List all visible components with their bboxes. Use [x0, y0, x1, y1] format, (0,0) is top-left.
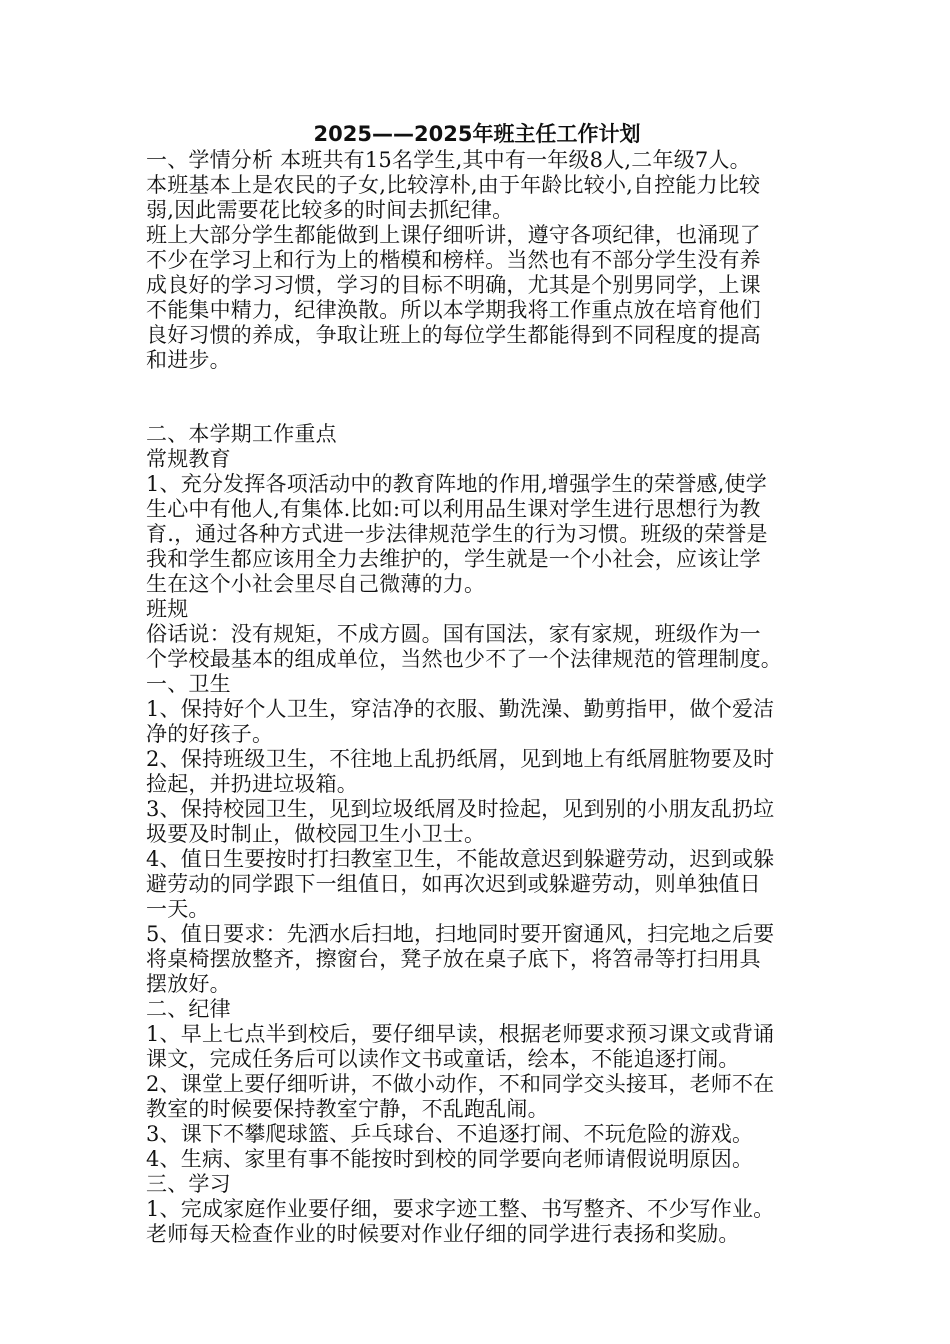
- paragraph-line: 3、课下不攀爬球篮、乒乓球台、不追逐打闹、不玩危险的游戏。: [146, 1122, 754, 1146]
- paragraph-line: 摆放好。: [146, 972, 231, 996]
- paragraph-line: 俗话说：没有规矩，不成方圆。国有国法，家有家规，班级作为一: [146, 622, 761, 646]
- paragraph-line: 育.，通过各种方式进一步法律规范学生的行为习惯。班级的荣誉是: [146, 522, 768, 546]
- paragraph-line: 1、完成家庭作业要仔细，要求字迹工整、书写整齐、不少写作业。: [146, 1197, 775, 1221]
- paragraph-line: 我和学生都应该用全力去维护的，学生就是一个小社会，应该让学: [146, 547, 761, 571]
- paragraph-line: 避劳动的同学跟下一组值日，如再次迟到或躲避劳动，则单独值日: [146, 872, 761, 896]
- paragraph-line: 1、早上七点半到校后，要仔细早读，根据老师要求预习课文或背诵: [146, 1022, 775, 1046]
- document-title: 2025——2025年班主任工作计划: [313, 122, 641, 146]
- paragraph-line: 课文，完成任务后可以读作文书或童话，绘本，不能追逐打闹。: [146, 1047, 740, 1071]
- document-body: [146, 121, 808, 1247]
- paragraph-line: 净的好孩子。: [146, 722, 274, 746]
- paragraph-line: 弱,因此需要花比较多的时间去抓纪律。: [146, 198, 514, 222]
- paragraph-line: 和进步。: [146, 348, 231, 372]
- paragraph-line: 1、保持好个人卫生，穿洁净的衣服、勤洗澡、勤剪指甲，做个爱洁: [146, 697, 775, 721]
- paragraph-line: 一天。: [146, 897, 210, 921]
- paragraph-line: 生心中有他人,有集体.比如:可以利用品生课对学生进行思想行为教: [146, 497, 761, 521]
- paragraph-line: 个学校最基本的组成单位，当然也少不了一个法律规范的管理制度。: [146, 647, 782, 671]
- paragraph-line: 3、保持校园卫生，见到垃圾纸屑及时捡起，见到别的小朋友乱扔垃: [146, 797, 775, 821]
- paragraph-line: 不能集中精力，纪律涣散。所以本学期我将工作重点放在培育他们: [146, 298, 761, 322]
- paragraph-line: 捡起，并扔进垃圾箱。: [146, 772, 358, 796]
- section-heading: 二、本学期工作重点: [146, 422, 337, 446]
- paragraph-line: 本班基本上是农民的子女,比较淳朴,由于年龄比较小,自控能力比较: [146, 173, 761, 197]
- paragraph-line: 良好习惯的养成，争取让班上的每位学生都能得到不同程度的提高: [146, 323, 761, 347]
- paragraph-line: 一、学情分析 本班共有15名学生,其中有一年级8人,二年级7人。: [146, 148, 751, 172]
- paragraph-line: 4、值日生要按时打扫教室卫生，不能故意迟到躲避劳动，迟到或躲: [146, 847, 775, 871]
- blank-line: [146, 373, 808, 422]
- paragraph-line: 2、课堂上要仔细听讲，不做小动作，不和同学交头接耳，老师不在: [146, 1072, 775, 1096]
- paragraph-line: 班上大部分学生都能做到上课仔细听讲，遵守各项纪律，也涌现了: [146, 223, 761, 247]
- paragraph-line: 4、生病、家里有事不能按时到校的同学要向老师请假说明原因。: [146, 1147, 754, 1171]
- paragraph-line: 成良好的学习习惯，学习的目标不明确，尤其是个别男同学，上课: [146, 273, 761, 297]
- paragraph-line: 将桌椅摆放整齐，擦窗台，凳子放在桌子底下，将笤帚等打扫用具: [146, 947, 761, 971]
- subsection-heading: 班规: [146, 597, 189, 621]
- paragraph-line: 教室的时候要保持教室宁静，不乱跑乱闹。: [146, 1097, 549, 1121]
- paragraph-line: 2、保持班级卫生，不往地上乱扔纸屑，见到地上有纸屑脏物要及时: [146, 747, 775, 771]
- section-heading: 一、卫生: [146, 672, 231, 696]
- paragraph-line: 圾要及时制止，做校园卫生小卫士。: [146, 822, 486, 846]
- paragraph-line: 5、值日要求：先洒水后扫地，扫地同时要开窗通风，扫完地之后要: [146, 922, 775, 946]
- subsection-heading: 常规教育: [146, 447, 231, 471]
- paragraph-line: 不少在学习上和行为上的楷模和榜样。当然也有不部分学生没有养: [146, 248, 761, 272]
- section-heading: 三、学习: [146, 1172, 231, 1196]
- paragraph-line: 老师每天检查作业的时候要对作业仔细的同学进行表扬和奖励。: [146, 1222, 740, 1246]
- paragraph-line: 生在这个小社会里尽自己微薄的力。: [146, 572, 486, 596]
- section-heading: 二、纪律: [146, 997, 231, 1021]
- paragraph-line: 1、充分发挥各项活动中的教育阵地的作用,增强学生的荣誉感,使学: [146, 472, 767, 496]
